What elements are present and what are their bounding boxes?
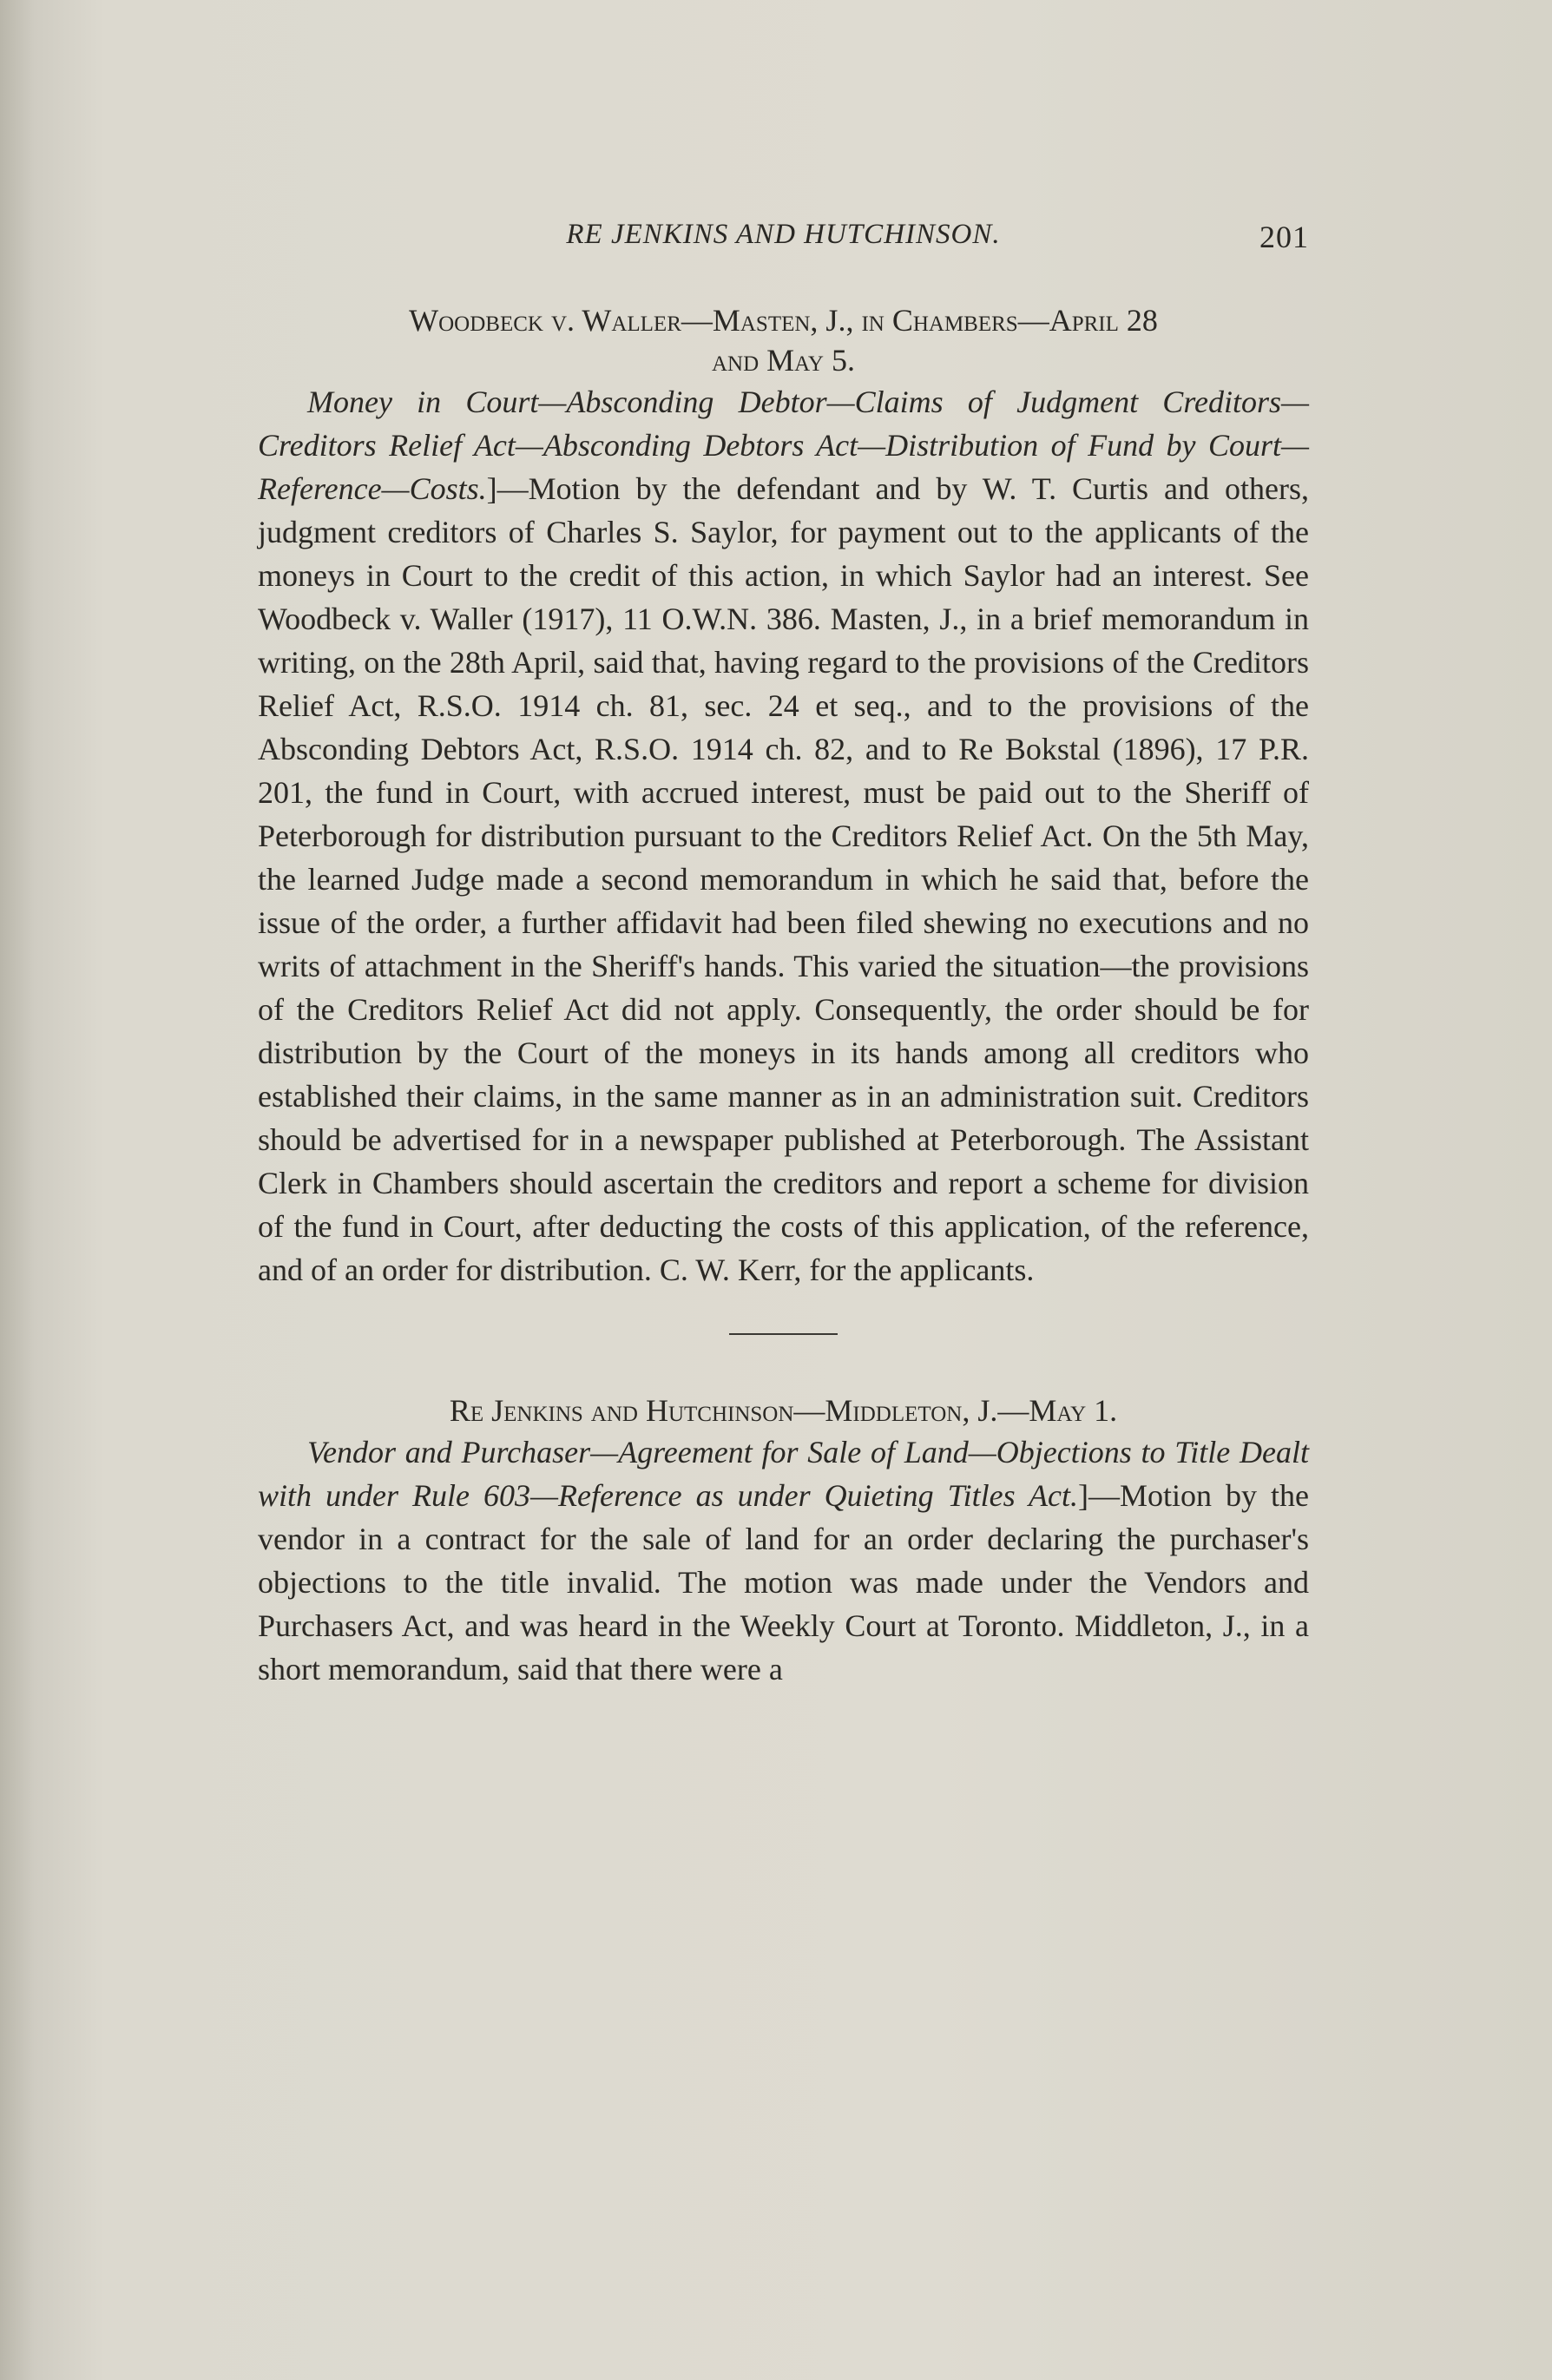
running-head-title: RE JENKINS AND HUTCHINSON.	[566, 219, 1001, 250]
section-divider	[729, 1333, 838, 1335]
text-column	[258, 219, 1309, 1691]
case-report-jenkins	[258, 1430, 1309, 1691]
running-head	[258, 219, 1309, 271]
report-body: ]—Motion by the defendant and by W. T. Curtis and others, judgment creditors of Charles S. Saylor, for payment out to the applicants of the moneys in Court to the credit of this action, in which Saylor had an interest. See Woodbeck v. Waller (1917), 11 O.W.N. 386. Masten, J., in a brief memorandum in writing, on the 28th April, said that, having regard to the provisions of the Creditors Relief Act, R.S.O. 1914 ch. 81, sec. 24 et seq., and to the provisions of the Absconding Debtors Act, R.S.O. 1914 ch. 82, and to Re Bokstal (1896), 17 P.R. 201, the fund in Court, with accrued interest, must be paid out to the Sheriff of Peterborough for distribution pursuant to the Creditors Relief Act. On the 5th May, the learned Judge made a second memorandum in which he said that, before the issue of the order, a further affidavit had been filed shewing no executions and no writs of attachment in the Sheriff's hands. This varied the situation—the provisions of the Creditors Relief Act did not apply. Consequently, the order should be for distribution by the Court of the moneys in its hands among all creditors who established their claims, in the same manner as in an administration suit. Creditors should be advertised for in a newspaper published at Peterborough. The Assistant Clerk in Chambers should ascertain the creditors and report a scheme for division of the fund in Court, after deducting the costs of this application, of the reference, and of an order for distribution. C. W. Kerr, for the applicants.	[258, 471, 1309, 1287]
case-report-woodbeck	[258, 380, 1309, 1292]
case-heading-line-2: and May 5.	[712, 343, 855, 378]
report-body: ]—Motion by the vendor in a contract for the sale of land for an order declaring the purchaser's objections to the title invalid. The motion was made under the Vendors and Purchasers Act, and was heard in the Weekly Court at Toronto. Middleton, J., in a short memorandum, said that there were a	[258, 1478, 1310, 1686]
case-heading-woodbeck	[258, 300, 1309, 380]
case-heading-jenkins: Re Jenkins and Hutchinson—Middleton, J.—May 1.	[449, 1393, 1118, 1428]
page-number: 201	[1259, 220, 1309, 254]
case-heading-line-1: Woodbeck v. Waller—Masten, J., in Chambers—April 28	[409, 303, 1158, 338]
catchwords: Vendor and Purchaser—Agreement for Sale of Land—Objections to Title Dealt with under Rule 603—Reference as under Quieting Titles Act.	[258, 1435, 1309, 1513]
catchwords: Money in Court—Absconding Debtor—Claims of Judgment Creditors—Creditors Relief Act—Absconding Debtors Act—Distribution of Fund by Court—Reference—Costs.	[258, 385, 1309, 506]
